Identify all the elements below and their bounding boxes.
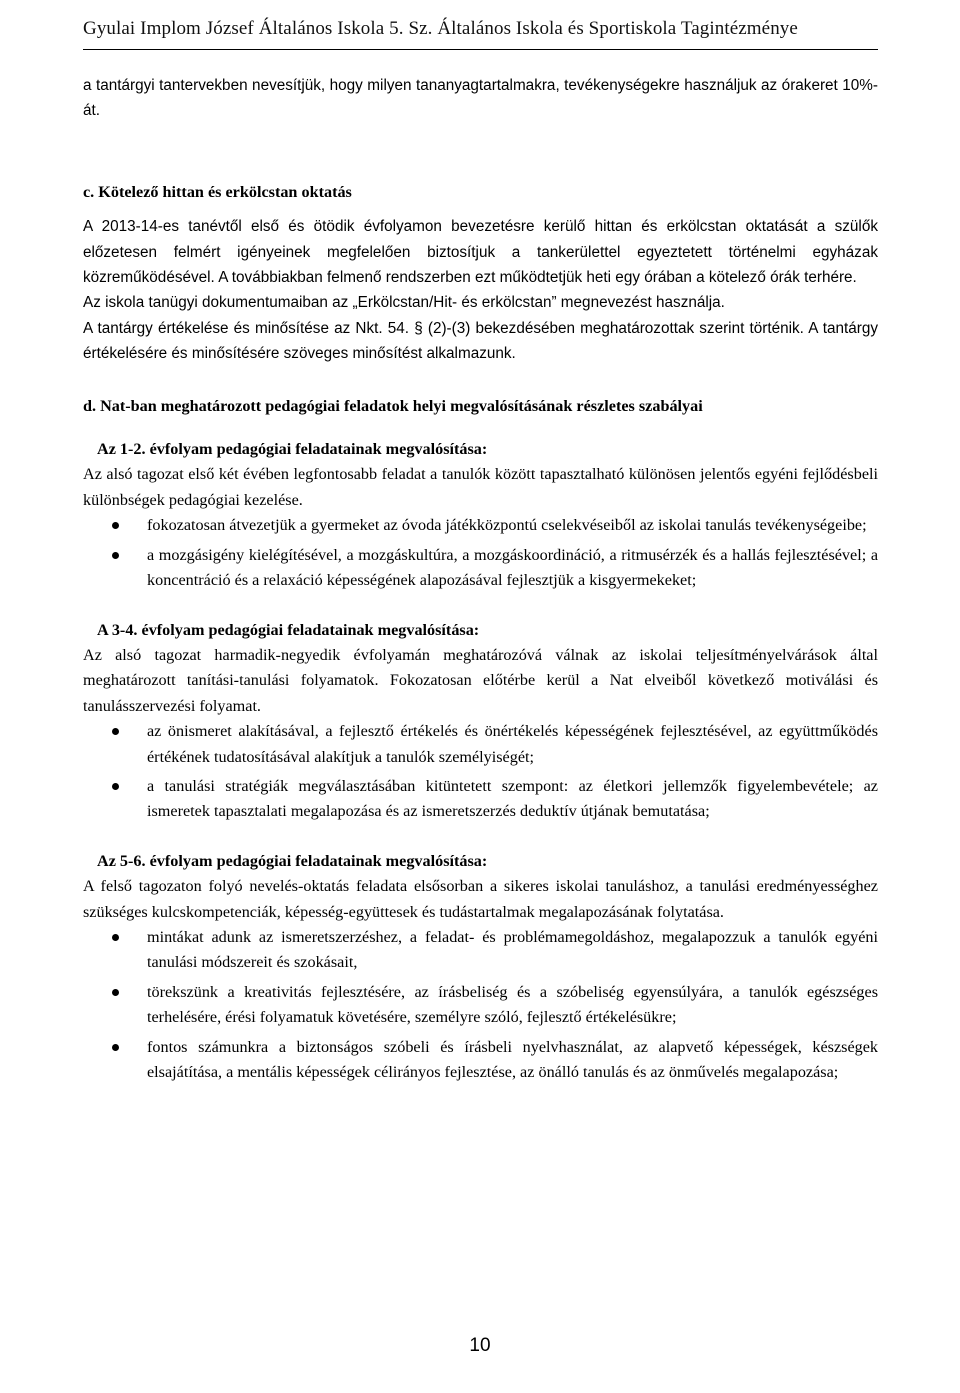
section-c-paragraph-3: A tantárgy értékelése és minősítése az Nkt. 54. § (2)-(3) bekezdésében meghatározottak szerint történik. A tantárgy értékelésére és minősítésére szöveges minősítést alkalmazunk. <box>83 319 878 363</box>
list-item <box>83 774 878 825</box>
list-item-text: az önismeret alakításával, a fejlesztő értékelés és önértékelés képességének fejlesztésével, az együttműködés értékének tudatosításával alakítjuk a tanulók személyiségét; <box>147 722 878 766</box>
list-item <box>83 980 878 1031</box>
page-content <box>83 73 878 1089</box>
intro-paragraph: a tantárgyi tantervekben nevesítjük, hogy milyen tananyagtartalmakra, tevékenységekre használjuk az órakeret 10%-át. <box>83 77 878 120</box>
bullet-icon <box>112 522 119 529</box>
list-item <box>83 543 878 594</box>
list-item-text: törekszünk a kreativitás fejlesztésére, az írásbeliség és a szóbeliség egyensúlyára, a tanulók egészséges terhelésére, érési folyamatuk követésére, személyre szóló, fejlesztő értékelésükre; <box>147 982 878 1027</box>
list-item <box>83 719 878 770</box>
list-item-text: fokozatosan átvezetjük a gyermeket az óvoda játékközpontú cselekvéseiből az iskolai tanulás tevékenységeibe; <box>147 516 867 535</box>
grade-3-4-paragraph: Az alsó tagozat harmadik-negyedik évfolyamán meghatározóvá válnak az iskolai teljesítményelvárások által meghatározott tanítási-tanulási folyamatok. Fokozatosan előtérbe kerül a Nat elveiből következő motiválási és tanulásszervezési folyamat. <box>83 645 878 715</box>
list-item-text: a tanulási stratégiák megválasztásában kitüntetett szempont: az életkori jellemzők figyelembevétele; az ismeretek tapasztalati megalapozása és az ismeretszerzés deduktív útjának bemutatása; <box>147 776 878 821</box>
grade-3-4-heading: A 3-4. évfolyam pedagógiai feladatainak megvalósítása: <box>97 620 480 639</box>
grade-1-2-paragraph: Az alsó tagozat első két évében legfontosabb feladat a tanulók között tapasztalható különösen jelentős egyéni fejlődésbeli különbségek pedagógiai kezelése. <box>83 465 878 509</box>
list-item-text: mintákat adunk az ismeretszerzéshez, a feladat- és problémamegoldáshoz, megalapozzuk a tanulók egyéni tanulási módszereit és szokásait, <box>147 927 878 972</box>
list-item <box>83 925 878 976</box>
bullet-icon <box>112 552 119 559</box>
section-d-heading: d. Nat-ban meghatározott pedagógiai feladatok helyi megvalósításának részletes szabályai <box>83 396 703 415</box>
page-header: Gyulai Implom József Általános Iskola 5. Sz. Általános Iskola és Sportiskola Tagintézménye <box>83 18 798 39</box>
bullet-icon <box>112 728 119 735</box>
section-c-paragraph-2: Az iskola tanügyi dokumentumaiban az „Erkölcstan/Hit- és erkölcstan” megnevezést használja. <box>83 294 725 312</box>
grade-5-6-paragraph: A felső tagozaton folyó nevelés-oktatás feladata elsősorban a sikeres iskolai tanuláshoz, a tanulási eredményességhez szükséges kulcskompetenciák, képesség-együttesek és tudástartalmak megalapozásának folytatása. <box>83 877 878 921</box>
grade-1-2-heading: Az 1-2. évfolyam pedagógiai feladatainak megvalósítása: <box>97 440 488 459</box>
list-item-text: a mozgásigény kielégítésével, a mozgáskultúra, a mozgáskoordináció, a ritmusérzék és a hallás fejlesztésével; a koncentráció és a relaxáció képességének alapozásával fejlesztjük a kisgyermekeket; <box>147 545 878 590</box>
section-c-heading: c. Kötelező hittan és erkölcstan oktatás <box>83 182 352 201</box>
grade-5-6-bullet-list <box>83 925 878 1085</box>
list-item <box>83 513 878 538</box>
grade-3-4-bullet-list <box>83 719 878 825</box>
bullet-icon <box>112 989 119 996</box>
grade-5-6-heading: Az 5-6. évfolyam pedagógiai feladatainak megvalósítása: <box>97 851 488 870</box>
list-item <box>83 1035 878 1086</box>
header-divider <box>83 49 878 50</box>
section-c-paragraph-1: A 2013-14-es tanévtől első és ötödik évfolyamon bevezetésre kerülő hittan és erkölcstan oktatását a szülők előzetesen felmért igényeinek megfelelően biztosítjuk a tankerülettel egyeztetett történelmi egyházak közreműködésével. A továbbiakban felmenő rendszerben ezt működtetjük heti egy órában a kötelező órák terhére. <box>83 218 878 287</box>
list-item-text: fontos számunkra a biztonságos szóbeli és írásbeli nyelvhasználat, az alapvető képességek, készségek elsajátítása, a mentális képességek célirányos fejlesztése, az önálló tanulás és az önművelés megalapozása; <box>147 1037 878 1081</box>
bullet-icon <box>112 1044 119 1051</box>
page-number: 10 <box>469 1335 491 1356</box>
bullet-icon <box>112 783 119 790</box>
grade-1-2-bullet-list <box>83 513 878 593</box>
bullet-icon <box>112 934 119 941</box>
